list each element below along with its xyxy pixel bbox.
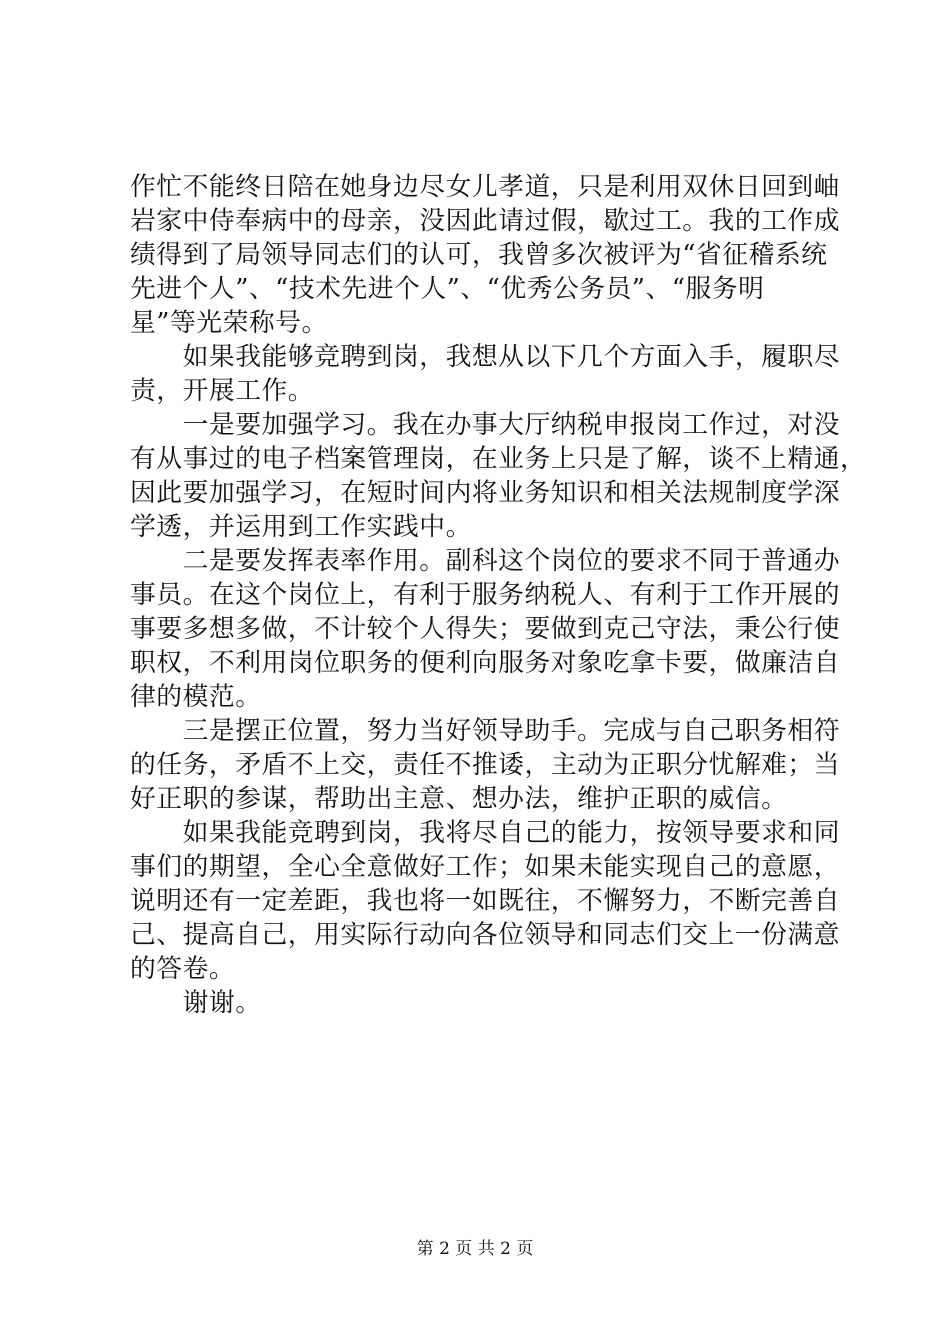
text-line: 律的模范。 (130, 682, 262, 712)
text-line: 学透，并运用到工作实践中。 (130, 512, 472, 542)
text-line: 好正职的参谋，帮助出主意、想办法，维护正职的威信。 (130, 784, 788, 814)
text-line: 谢谢。 (130, 988, 262, 1018)
text-line: 二是要发挥表率作用。副科这个岗位的要求不同于普通办 (130, 546, 841, 576)
text-line: 职权，不利用岗位职务的便利向服务对象吃拿卡要，做廉洁自 (130, 648, 841, 678)
text-line: 事员。在这个岗位上，有利于服务纳税人、有利于工作开展的 (130, 580, 841, 610)
text-line: 说明还有一定差距，我也将一如既往，不懈努力，不断完善自 (130, 886, 841, 916)
text-line: 星”等光荣称号。 (130, 308, 328, 338)
text-line: 的任务，矛盾不上交，责任不推诿，主动为正职分忧解难；当 (130, 750, 841, 780)
text-line: 如果我能够竞聘到岗，我想从以下几个方面入手，履职尽 (130, 342, 841, 372)
text-line: 己、提高自己，用实际行动向各位领导和同志们交上一份满意 (130, 920, 841, 950)
document-body (130, 170, 867, 1020)
text-line: 绩得到了局领导同志们的认可，我曾多次被评为“省征稽系统 (130, 240, 828, 270)
text-line: 责，开展工作。 (130, 376, 315, 406)
page-footer: 第 2 页 共 2 页 (416, 1239, 534, 1259)
text-line: 作忙不能终日陪在她身边尽女儿孝道，只是利用双休日回到岫 (130, 172, 841, 202)
text-line: 先进个人”、“技术先进个人”、“优秀公务员”、“服务明 (130, 274, 765, 304)
text-line: 的答卷。 (130, 954, 236, 984)
text-line: 事要多想多做，不计较个人得失；要做到克己守法，秉公行使 (130, 614, 841, 644)
text-line: 因此要加强学习，在短时间内将业务知识和相关法规制度学深 (130, 478, 841, 508)
text-line: 有从事过的电子档案管理岗，在业务上只是了解，谈不上精通， (130, 444, 867, 474)
text-line: 岩家中侍奉病中的母亲，没因此请过假，歇过工。我的工作成 (130, 206, 841, 236)
text-line: 事们的期望，全心全意做好工作；如果未能实现自己的意愿， (130, 852, 841, 882)
text-line: 如果我能竞聘到岗，我将尽自己的能力，按领导要求和同 (130, 818, 841, 848)
text-line: 一是要加强学习。我在办事大厅纳税申报岗工作过，对没 (130, 410, 841, 440)
text-line: 三是摆正位置，努力当好领导助手。完成与自己职务相符 (130, 716, 841, 746)
